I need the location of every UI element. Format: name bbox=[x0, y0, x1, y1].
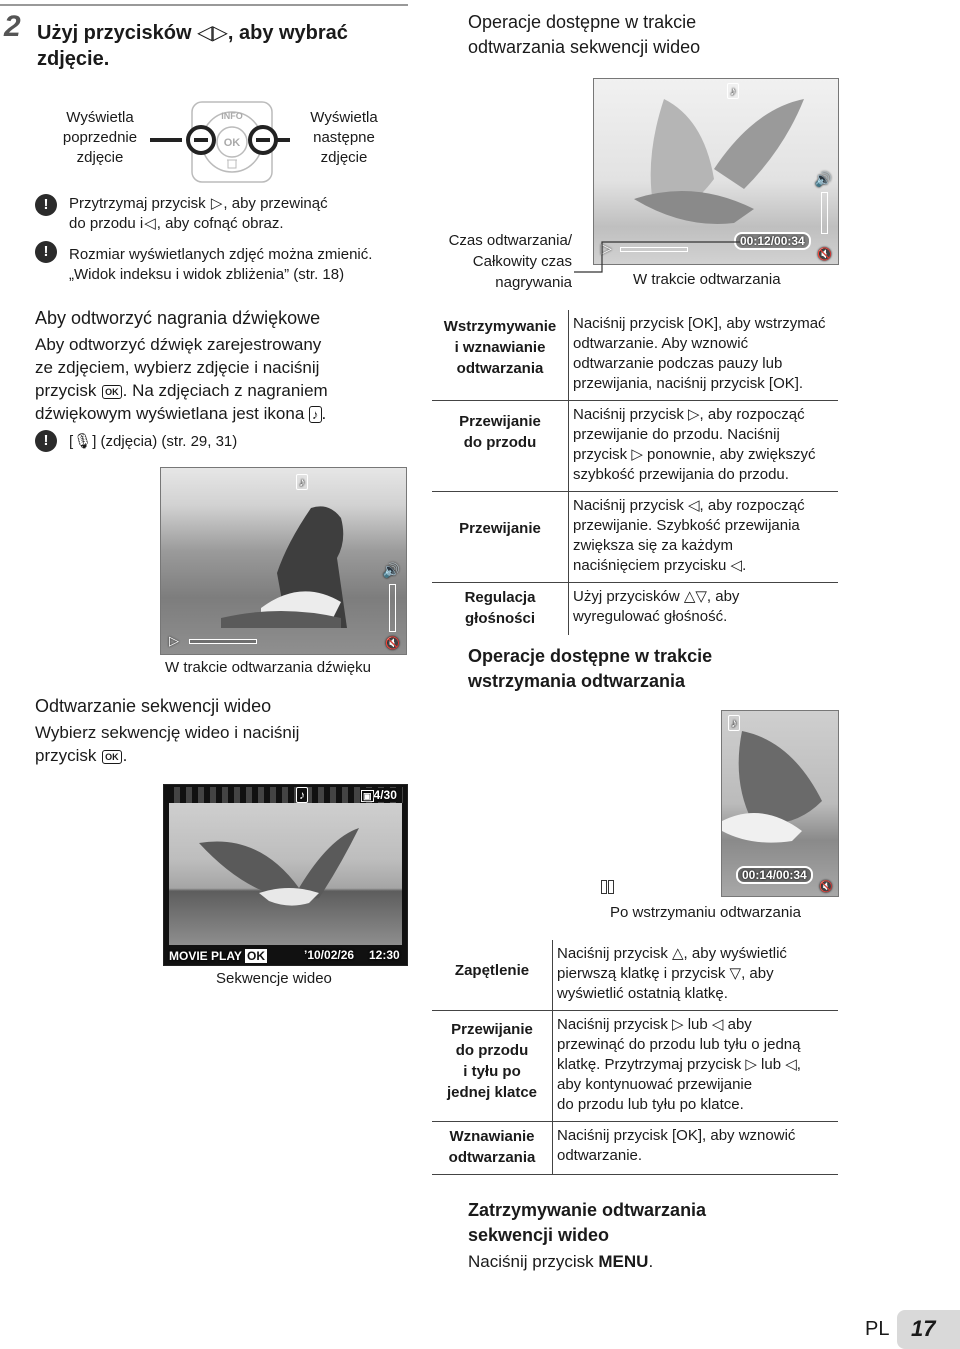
row-text-line: zwiększa się za każdym bbox=[573, 537, 734, 554]
footer-page-number: 17 bbox=[911, 1316, 936, 1341]
paused-playback-screen bbox=[721, 710, 839, 897]
audio-body bbox=[35, 333, 328, 425]
row-label-line: odtwarzania bbox=[448, 1149, 536, 1166]
stop-heading bbox=[468, 1198, 706, 1248]
movie-caption: Sekwencje wideo bbox=[216, 970, 332, 987]
movie-play-text: MOVIE PLAY bbox=[169, 949, 242, 963]
caption-line: Całkowity czas bbox=[472, 253, 572, 270]
movie-time: 12:30 bbox=[369, 948, 400, 962]
row-text-line: odtwarzanie podczas pauzy lub bbox=[573, 355, 783, 372]
row-text-line: Naciśnij przycisk △, aby wyświetlić bbox=[557, 945, 787, 962]
step-number: 2 bbox=[4, 10, 21, 43]
row-label bbox=[436, 960, 548, 981]
row-label bbox=[436, 1019, 548, 1103]
row-text-line: Użyj przycisków △▽, aby bbox=[573, 588, 740, 605]
arrow-left-icon: ◁ bbox=[144, 215, 156, 232]
table-row bbox=[432, 940, 838, 1011]
row-label-line: i tyłu po bbox=[463, 1063, 521, 1080]
note-hold-button bbox=[69, 194, 328, 234]
movie-heading: Odtwarzanie sekwencji wideo bbox=[35, 696, 272, 716]
row-text bbox=[553, 940, 839, 1011]
svg-text:OK: OK bbox=[223, 137, 241, 149]
ok-button-icon: OK bbox=[247, 949, 266, 963]
callout-line bbox=[572, 236, 742, 276]
playback-caption: W trakcie odtwarzania bbox=[633, 271, 781, 288]
heading-line: Operacje dostępne w trakcie bbox=[468, 646, 713, 666]
row-text-line: naciśnięciem przycisku ◁. bbox=[573, 557, 747, 574]
play-icon: ▷ bbox=[169, 633, 179, 648]
row-text-line: szybkość przewijania do przodu. bbox=[573, 466, 789, 483]
row-label bbox=[436, 587, 564, 629]
row-text-line: wyregulować głośność. bbox=[573, 608, 728, 625]
playback-heading bbox=[468, 10, 700, 60]
row-label-line: Przewijanie bbox=[451, 1021, 533, 1038]
row-text bbox=[569, 401, 839, 492]
row-text-line: pierwszą klatkę i przycisk ▽, aby bbox=[557, 965, 774, 982]
sound-note-icon: ♪ bbox=[309, 406, 322, 423]
audio-body-text: . Na zdjęciach z nagraniem bbox=[122, 381, 328, 400]
row-text-line: przewijania, naciśnij przycisk [OK]. bbox=[573, 375, 804, 392]
note-text: , aby przewinąć bbox=[223, 195, 328, 212]
paused-operations-table bbox=[432, 940, 838, 1175]
step-title-line2: zdjęcie. bbox=[37, 48, 110, 70]
caption-line: nagrywania bbox=[495, 274, 572, 291]
audio-body-text: dźwiękowym wyświetlana jest ikona bbox=[35, 404, 305, 423]
table-row bbox=[432, 310, 838, 401]
volume-bar bbox=[389, 584, 396, 632]
mute-icon: 🔇 bbox=[385, 636, 400, 650]
movie-play-label bbox=[169, 949, 267, 963]
audio-caption: W trakcie odtwarzania dźwięku bbox=[165, 659, 371, 676]
row-label bbox=[436, 1126, 548, 1168]
counter-text: 4/30 bbox=[373, 788, 397, 802]
row-text-line: odtwarzanie. bbox=[557, 1147, 643, 1164]
sound-note-icon: ♪ bbox=[727, 83, 739, 99]
row-text-line: Naciśnij przycisk [OK], aby wznowić bbox=[557, 1127, 796, 1144]
note-text: , aby cofnąć obraz. bbox=[156, 215, 284, 232]
audio-note-text: ] (zdjęcia) (str. 29, 31) bbox=[92, 433, 238, 450]
audio-body-line: dźwiękowym wyświetlana jest ikona ♪ . bbox=[35, 404, 327, 423]
audio-body-line: Aby odtworzyć dźwięk zarejestrowany bbox=[35, 335, 322, 354]
pause-icon bbox=[608, 880, 614, 894]
row-text bbox=[569, 492, 839, 583]
row-label-line: Zapętlenie bbox=[454, 962, 530, 979]
stop-text: . bbox=[648, 1252, 654, 1271]
note-text: „Widok indeksu i widok zbliżenia” (str. 18) bbox=[69, 266, 345, 283]
volume-bar bbox=[821, 192, 828, 234]
arrow-right-icon: ▷ bbox=[212, 22, 228, 44]
row-text-line: klatkę. Przytrzymaj przycisk ▷ lub ◁, bbox=[557, 1056, 801, 1073]
movie-body-text: przycisk bbox=[35, 746, 97, 765]
paused-caption: Po wstrzymaniu odtwarzania bbox=[610, 904, 801, 921]
note-text: Rozmiar wyświetlanych zdjęć można zmienić. bbox=[69, 246, 373, 263]
warning-icon: ! bbox=[35, 430, 57, 452]
warning-icon: ! bbox=[35, 194, 57, 216]
row-label-line: do przodu bbox=[463, 434, 537, 451]
note-text: Przytrzymaj przycisk bbox=[69, 195, 206, 212]
row-text-line: odtwarzanie. Aby wznowić bbox=[573, 335, 749, 352]
heading-line: wstrzymania odtwarzania bbox=[468, 671, 686, 691]
caption-line: zdjęcie bbox=[76, 149, 124, 166]
stop-body bbox=[468, 1252, 653, 1272]
caption-line: zdjęcie bbox=[320, 149, 368, 166]
row-label-line: odtwarzania bbox=[456, 360, 544, 377]
row-text-line: Naciśnij przycisk [OK], aby wstrzymać bbox=[573, 315, 826, 332]
mute-icon: 🔇 bbox=[819, 881, 833, 893]
speaker-icon: 🔊 bbox=[382, 562, 400, 578]
seagull-image bbox=[169, 803, 402, 945]
row-text-line: przewinąć do przodu lub tyłu o jedną bbox=[557, 1036, 801, 1053]
table-row bbox=[432, 1122, 838, 1175]
movie-body-line: przycisk OK . bbox=[35, 746, 128, 765]
caption-line: Wyświetla bbox=[310, 109, 378, 126]
row-label bbox=[436, 316, 564, 379]
row-text-line: Naciśnij przycisk ◁, aby rozpocząć bbox=[573, 497, 805, 514]
row-text-line: aby kontynuować przewijanie bbox=[557, 1076, 753, 1093]
camera-dial-diagram bbox=[150, 96, 290, 184]
audio-body-line: ze zdjęciem, wybierz zdjęcie i naciśnij bbox=[35, 358, 320, 377]
audio-note bbox=[69, 432, 237, 452]
movie-frame bbox=[169, 803, 402, 945]
heading-line: odtwarzania sekwencji wideo bbox=[468, 37, 701, 57]
arrow-left-icon: ◁ bbox=[197, 22, 213, 44]
svg-text:INFO: INFO bbox=[221, 111, 243, 121]
ok-button-icon: OK bbox=[102, 750, 122, 764]
movie-icon: ▣ bbox=[363, 791, 372, 801]
warning-icon: ! bbox=[35, 241, 57, 263]
movie-counter bbox=[361, 788, 397, 802]
person-reading-image bbox=[161, 468, 406, 654]
audio-note-text: [ bbox=[69, 433, 74, 450]
caption-line: poprzednie bbox=[62, 129, 138, 146]
row-text-line: przycisk ▷ ponownie, aby zwiększyć bbox=[573, 446, 816, 463]
footer-lang: PL bbox=[865, 1318, 890, 1340]
row-text bbox=[569, 310, 839, 401]
caption-line: Czas odtwarzania/ bbox=[448, 232, 572, 249]
ok-button-icon: OK bbox=[102, 385, 122, 399]
stop-text: Naciśnij przycisk bbox=[468, 1252, 594, 1271]
row-label bbox=[436, 411, 564, 453]
row-text-line: Naciśnij przycisk ▷ lub ◁ aby bbox=[557, 1016, 752, 1033]
heading-line: Operacje dostępne w trakcie bbox=[468, 12, 697, 32]
sound-note-icon: ♪ bbox=[728, 715, 740, 731]
row-text-line: do przodu lub tyłu po klatce. bbox=[557, 1096, 744, 1113]
row-label-line: Regulacja bbox=[464, 589, 536, 606]
mute-icon: 🔇 bbox=[817, 247, 832, 261]
table-row bbox=[432, 583, 838, 636]
note-resize bbox=[69, 245, 372, 285]
timecode-caption bbox=[420, 230, 572, 293]
row-label-line: i wznawianie bbox=[454, 339, 546, 356]
row-text-line: Naciśnij przycisk ▷, aby rozpocząć bbox=[573, 406, 805, 423]
table-row bbox=[432, 492, 838, 583]
row-text-line: wyświetlić ostatnią klatkę. bbox=[557, 985, 728, 1002]
step-title-line1: Użyj przycisków bbox=[37, 22, 192, 44]
menu-button-label: MENU bbox=[598, 1252, 649, 1271]
row-label-line: Wznawianie bbox=[449, 1128, 535, 1145]
row-label-line: do przodu bbox=[455, 1042, 529, 1059]
row-label-line: głośności bbox=[464, 610, 535, 627]
paused-strip bbox=[593, 880, 721, 894]
sound-note-icon: ♪ bbox=[296, 474, 308, 490]
play-icon: ▷ bbox=[601, 240, 612, 256]
audio-playback-photo bbox=[160, 467, 407, 655]
progress-bar bbox=[189, 639, 257, 644]
movie-body-line: Wybierz sekwencję wideo i naciśnij bbox=[35, 723, 300, 742]
step-title-mid: , aby wybrać bbox=[227, 22, 348, 44]
row-text-line: przewijanie. Szybkość przewijania bbox=[573, 517, 800, 534]
movie-date: ’10/02/26 bbox=[304, 948, 355, 962]
caption-line: Wyświetla bbox=[66, 109, 134, 126]
table-row bbox=[432, 1011, 838, 1122]
audio-heading: Aby odtworzyć nagrania dźwiękowe bbox=[35, 308, 321, 328]
dial-right-caption bbox=[294, 108, 394, 168]
audio-body-text: przycisk bbox=[35, 381, 97, 400]
row-label-line: jednej klatce bbox=[446, 1084, 538, 1101]
timecode: 00:14/00:34 bbox=[736, 866, 813, 884]
footer-page-tab bbox=[897, 1310, 960, 1349]
heading-line: sekwencji wideo bbox=[468, 1225, 610, 1245]
movie-body bbox=[35, 721, 299, 767]
sound-note-icon: ♪ bbox=[296, 787, 308, 803]
caption-line: następne bbox=[313, 129, 375, 146]
table-row bbox=[432, 401, 838, 492]
row-label-line: Przewijanie bbox=[459, 413, 541, 430]
heading-line: Zatrzymywanie odtwarzania bbox=[468, 1200, 707, 1220]
row-text bbox=[553, 1011, 839, 1122]
speaker-icon: 🔊 bbox=[814, 171, 832, 187]
movie-sequence-screen bbox=[163, 784, 408, 966]
step-title bbox=[37, 20, 348, 72]
row-text bbox=[569, 583, 839, 636]
row-label-line: Przewijanie bbox=[459, 520, 541, 537]
row-label bbox=[436, 518, 564, 539]
paused-heading bbox=[468, 644, 712, 694]
row-label-line: Wstrzymywanie bbox=[443, 318, 557, 335]
timecode: 00:12/00:34 bbox=[734, 232, 811, 250]
note-text: do przodu i bbox=[69, 215, 144, 232]
playback-operations-table bbox=[432, 310, 838, 635]
arrow-right-icon: ▷ bbox=[210, 195, 223, 212]
row-text bbox=[553, 1122, 839, 1175]
microphone-icon: 🎙 bbox=[73, 433, 93, 450]
row-text-line: przewijanie do przodu. Naciśnij bbox=[573, 426, 780, 443]
top-rule bbox=[0, 4, 408, 6]
dial-left-caption bbox=[50, 108, 150, 168]
pause-icon bbox=[601, 880, 607, 894]
audio-body-line bbox=[35, 379, 328, 402]
